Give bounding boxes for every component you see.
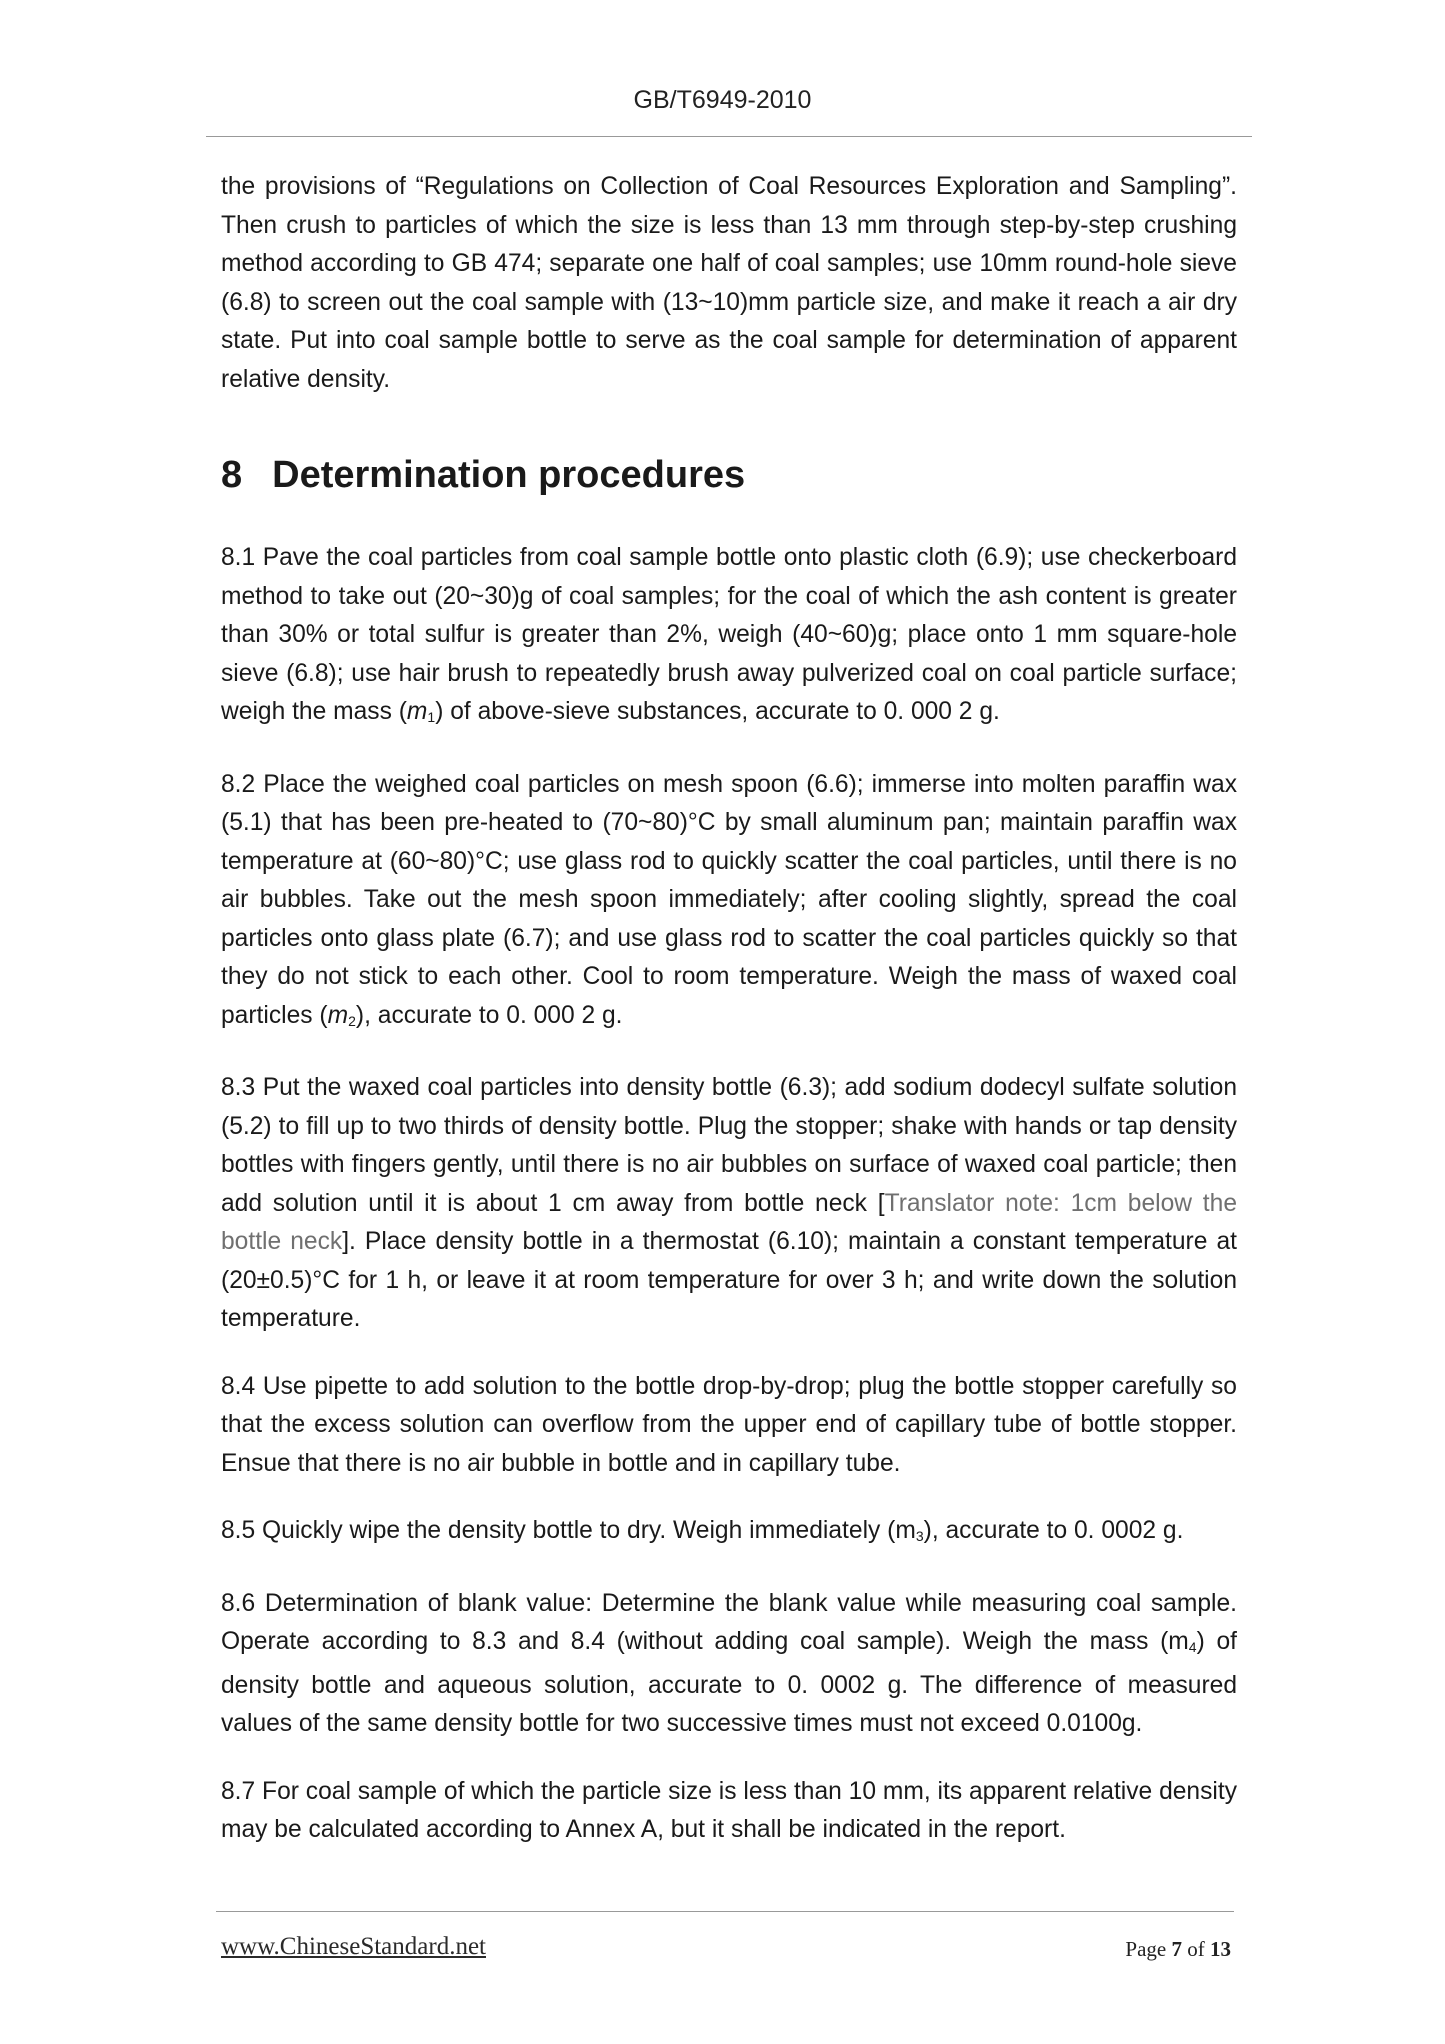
page-total: 13 [1210, 1937, 1231, 1961]
header-divider [206, 136, 1252, 137]
page-word: Page [1125, 1937, 1167, 1961]
document-body [221, 168, 1237, 1879]
mass-variable: m [406, 698, 428, 725]
paragraph-8-1 [221, 539, 1237, 737]
paragraph-8-5 [221, 1512, 1237, 1556]
paragraph-8-5-text-b: ), accurate to 0. 0002 g. [923, 1517, 1184, 1544]
paragraph-8-4: 8.4 Use pipette to add solution to the bottle drop-by-drop; plug the bottle stopper carefully so that the excess solution can overflow from the upper end of capillary tube of bottle stopper. Ensue that there is no air bubble in bottle and in capillary tube. [221, 1372, 1237, 1477]
translator-note: Translator note: 1cm below the bottle neck [221, 1189, 1237, 1255]
intro-paragraph: the provisions of “Regulations on Collection of Coal Resources Exploration and Sampling”. Then crush to particles of which the size is less than 13 mm through step-by-step crushing method according to GB 474; separate one half of coal samples; use 10mm round-hole sieve (6.8) to screen out the coal sample with (13~10)mm particle size, and make it reach a air dry state. Put into coal sample bottle to serve as the coal sample for determination of apparent relative density. [221, 173, 1237, 393]
paragraph-8-1-text-a: 8.1 Pave the coal particles from coal sample bottle onto plastic cloth (6.9); use checkerboard method to take out (20~30)g of coal samples; for the coal of which the ash content is greater than 30% or total sulfur is greater than 2%, weigh (40~60)g; place onto 1 mm square-hole sieve (6.8); use hair brush to repeatedly brush away pulverized coal on coal particle surface; weigh the mass ( [221, 544, 1237, 725]
paragraph-8-2 [221, 766, 1237, 1041]
section-heading [221, 453, 1237, 497]
paragraph-8-5-text-a: 8.5 Quickly wipe the density bottle to dry. Weigh immediately (m [221, 1517, 916, 1544]
mass-subscript: 3 [915, 1528, 924, 1544]
paragraph-8-2-text-a: 8.2 Place the weighed coal particles on mesh spoon (6.6); immerse into molten paraffin wax (5.1) that has been pre-heated to (70~80)°C by small aluminum pan; maintain paraffin wax temperature at (60~80)°C; use glass rod to quickly scatter the coal particles, until there is no air bubbles. Take out the mesh spoon immediately; after cooling slightly, spread the coal particles onto glass plate (6.7); and use glass rod to scatter the coal particles quickly so that they do not stick to each other. Cool to room temperature. Weigh the mass of waxed coal particles ( [221, 770, 1237, 1029]
page-number [1125, 1937, 1231, 1962]
section-number: 8 [221, 454, 243, 496]
paragraph-8-6-text-b: ) of density bottle and aqueous solution, accurate to 0. 0002 g. The difference of measured values of the same density bottle for two successive times must not exceed 0.0100g. [221, 1628, 1237, 1737]
page-header-doc-code: GB/T6949-2010 [633, 86, 812, 114]
paragraph-8-3 [221, 1069, 1237, 1339]
footer-divider [216, 1911, 1234, 1912]
paragraph-8-1-text-b: ) of above-sieve substances, accurate to 0. 000 2 g. [435, 698, 1000, 725]
page-current: 7 [1171, 1937, 1182, 1961]
paragraph-8-3-text-a: 8.3 Put the waxed coal particles into density bottle (6.3); add sodium dodecyl sulfate solution (5.2) to fill up to two thirds of density bottle. Plug the stopper; shake with hands or tap density bottles with fingers gently, until there is no air bubbles on surface of waxed coal particle; then add solution until it is about 1 cm away from bottle neck [ [221, 1074, 1237, 1217]
footer-site-link[interactable]: www.ChineseStandard.net [221, 1933, 486, 1960]
paragraph-8-2-text-b: ), accurate to 0. 000 2 g. [355, 1001, 623, 1029]
paragraph-8-7: 8.7 For coal sample of which the particle size is less than 10 mm, its apparent relative density may be calculated according to Annex A, but it shall be indicated in the report. [221, 1777, 1237, 1843]
of-word: of [1187, 1937, 1205, 1961]
mass-variable: m [327, 1001, 349, 1029]
paragraph-8-6-text-a: 8.6 Determination of blank value: Determine the blank value while measuring coal sample. Operate according to 8.3 and 8.4 (without adding coal sample). Weigh the mass (m [221, 1589, 1237, 1655]
paragraph-8-3-text-b: ]. Place density bottle in a thermostat (6.10); maintain a constant temperature at (20±0.5)°C for 1 h, or leave it at room temperature for over 3 h; and write down the solution temperature. [221, 1228, 1237, 1332]
mass-subscript: 2 [348, 1012, 356, 1029]
mass-subscript: 1 [427, 709, 436, 725]
paragraph-8-6 [221, 1585, 1237, 1744]
mass-subscript: 4 [1188, 1639, 1197, 1655]
section-title: Determination procedures [272, 454, 746, 496]
